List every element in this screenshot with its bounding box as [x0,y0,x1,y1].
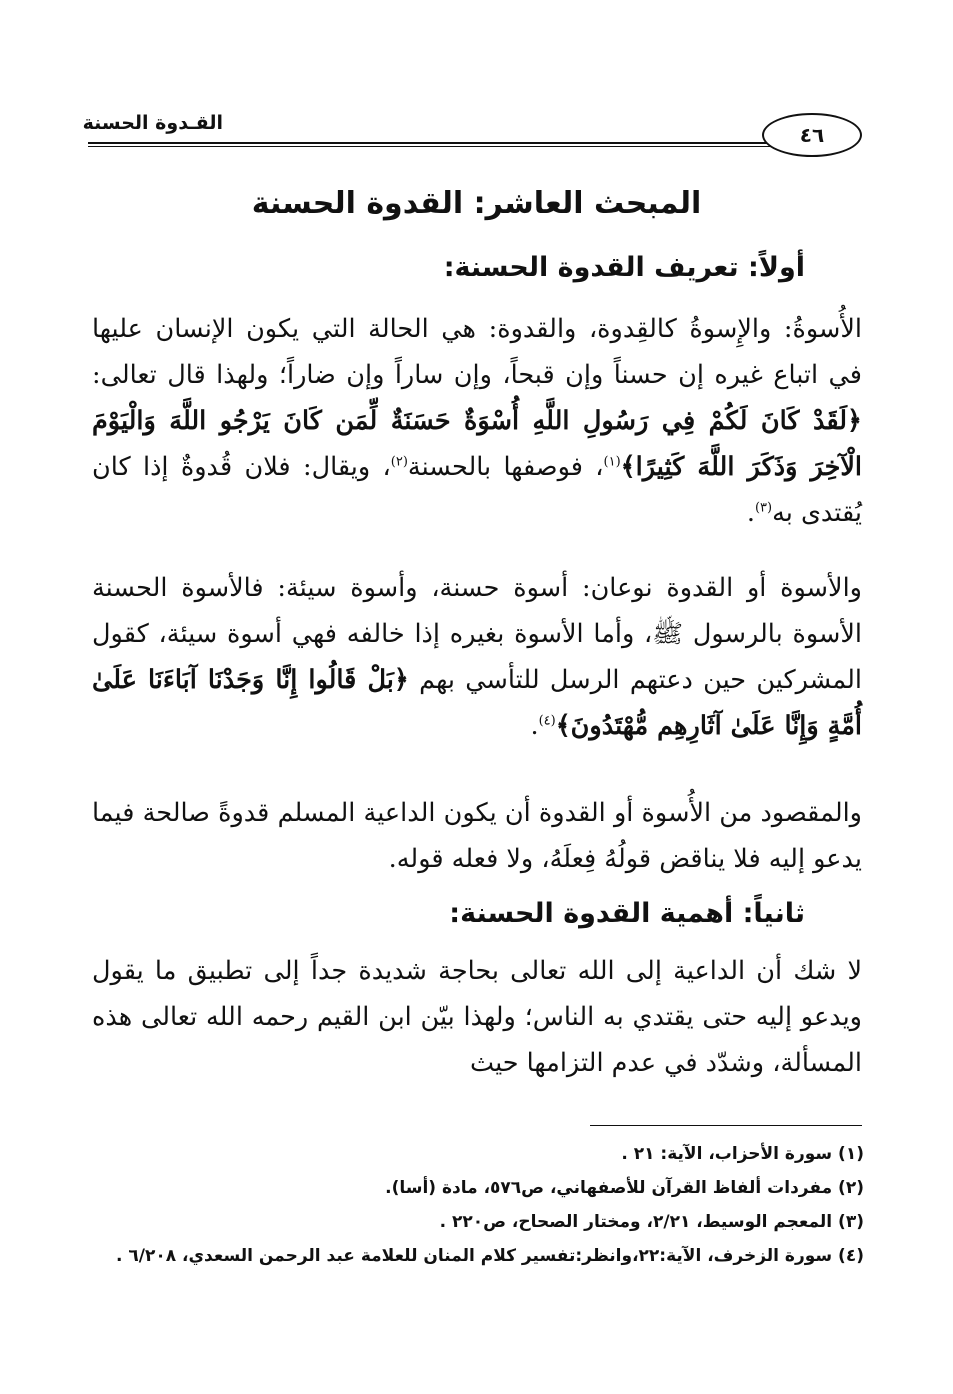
running-title: القـدوة الحسنة [82,112,223,134]
page-number: ٤٦ [762,113,862,157]
footnote-rule [590,1125,862,1126]
footnote-ref: (٤) [538,713,556,729]
paragraph-text: . [746,498,755,528]
paragraph-text: ، فوصفها بالحسنة [407,452,604,482]
paragraph-text: ، ويقال: فلان قُدوةٌ إذا كان يُقتدى به [92,452,862,528]
paragraph-definition [92,306,862,536]
footnote: (٢) مفردات ألفاظ القرآن للأصفهاني، ص٥٧٦، مادة (أسا). [385,1178,864,1198]
paragraph-text: والأسوة أو القدوة نوعان: أسوة حسنة، وأسوة سيئة: فالأسوة الحسنة الأسوة بالرسول ﷺ، وأما الأسوة بغيره إذا خالفه فهي أسوة سيئة، كقول المشركين حين دعتهم الرسل للتأسي بهم [92,573,863,695]
paragraph-text: . [530,711,539,741]
footnotes [92,1137,864,1273]
footnote-ref: (٣) [754,500,773,516]
quran-verse: ﴿لَقَدْ كَانَ لَكُمْ فِي رَسُولِ اللَّهِ أُسْوَةٌ حَسَنَةٌ لِّمَن كَانَ يَرْجُو اللَّهَ وَالْيَوْمَ الْآخِرَ وَذَكَرَ اللَّهَ كَثِيرًا﴾ [92,406,863,482]
footnote: (٣) المعجم الوسيط، ٢/٢١، ومختار الصحاح، ص٢٢٠ . [439,1212,864,1232]
footnote-ref: (١) [603,454,621,470]
header-rule [88,142,770,147]
footnote-ref: (٢) [390,454,408,470]
footnote: (١) سورة الأحزاب، الآية: ٢١ . [621,1144,864,1164]
paragraph-importance: لا شك أن الداعية إلى الله تعالى بحاجة شديدة جداً إلى تطبيق ما يقول ويدعو إليه حتى يقتدي به الناس؛ ولهذا بيّن ابن القيم رحمه الله تعالى هذه المسألة، وشدّد في عدم التزامها حيث [92,956,862,1078]
paragraph-text: الأُسوةُ: والإِسوةُ كالقِدوة، والقدوة: هي الحالة التي يكون الإنسان عليها في اتباع غيره إن حسناً وإن قبحاً، وإن ساراً وإن ضاراً؛ ولهذا قال تعالى: [92,314,862,390]
footnote: (٤) سورة الزخرف، الآية:٢٢،وانظر:تفسير كلام المنان للعلامة عبد الرحمن السعدي، ٦/٢٠٨ . [115,1246,864,1266]
paragraph-purpose: والمقصود من الأُسوة أو القدوة أن يكون الداعية المسلم قدوةً صالحة فيما يدعو إليه فلا يناقض قولُهُ فِعلَهُ، ولا فعله قوله. [92,798,862,874]
quran-verse: ﴿بَلْ قَالُوا إِنَّا وَجَدْنَا آبَاءَنَا عَلَىٰ أُمَّةٍ وَإِنَّا عَلَىٰ آثَارِهِم مُّهْتَدُونَ﴾ [92,665,862,741]
subheading-definition: أولاً: تعريف القدوة الحسنة: [443,252,805,283]
paragraph-types [92,565,862,749]
subheading-importance: ثانياً: أهمية القدوة الحسنة: [449,898,805,929]
section-title: المبحث العاشر: القدوة الحسنة [251,186,702,221]
